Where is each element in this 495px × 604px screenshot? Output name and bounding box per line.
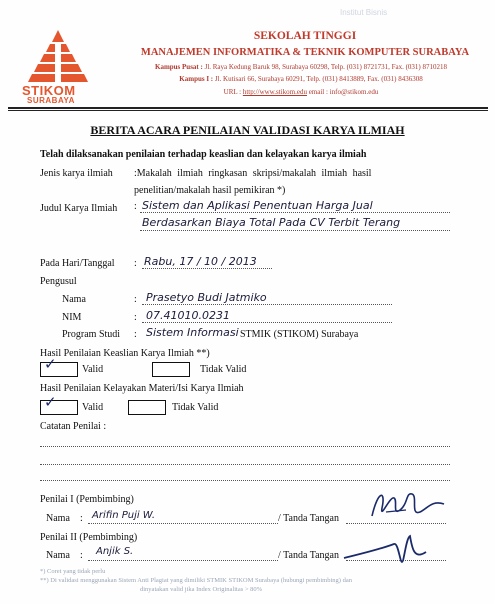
kelayakan-check-mark: ✓ [44, 393, 57, 411]
kelayakan-valid-label: Valid [82, 402, 104, 413]
judul-value-line2: Berdasarkan Biaya Total Pada CV Terbit Terang [142, 216, 401, 229]
address-url: URL : http://www.stikom.edu email : info@stikom.edu [223, 88, 379, 96]
header-rule [8, 107, 488, 109]
kelayakan-tidak-valid-checkbox[interactable] [128, 400, 166, 415]
logo-text-stikom: STIKOM [22, 83, 76, 98]
catatan-line-1[interactable] [40, 446, 450, 447]
nama-value: Prasetyo Budi Jatmiko [146, 291, 267, 304]
penilai2-nama-value: Anjik S. [96, 546, 134, 557]
nim-label: NIM [62, 312, 82, 323]
document-page: Institut Bisnis STIKOM SURABAYA SEKOLAH TINGGI MANAJEMEN INFORMATIKA & TEKNIK KOMPUTER SURABAYA Kampus Pusat : Jl. Raya Kedung Baruk 98, Surabaya 60298, Telp. (031) 8721731, Fax. (031) 8710218 Kampus I : Jl. Kutisari 66, Surabaya 60291, Telp. (031) 8413889, Fax. (031) 8436308 URL : http://www.stikom.edu email : info@stikom.edu BERITA ACARA PENILAIAN VALIDASI KARYA ILMIAH Telah dilaksanakan penilaian terhadap keaslian dan kelayakan karya ilmiah Jenis karya ilmiah :Makalah ilmiah ringkasan skripsi/makalah ilmiah hasil penelitian/makalah hasil pemikiran *) Judul Karya Ilmiah : Sistem dan Aplikasi Penentuan Harga Jual Berdasarkan Biaya Total Pada CV Terbit Terang Pada Hari/Tanggal : Rabu, 17 / 10 / 2013 Pengusul Nama : Prasetyo Budi Jatmiko NIM : 07.41010.0231 Program Studi : Sistem Informasi STMIK (STIKOM) Surabaya Hasil Penilaian Keaslian Karya Ilmiah **) ✓ Valid Tidak Valid Hasil Penilaian Kelayakan Materi/Isi Karya Ilmiah ✓ Valid Tidak Valid Catatan Penilai : Penilai I (Pembimbing) Nama : Arifin Puji W. / Tanda Tangan Penilai II (Pembimbing) Nama : Anjik S. / Tanda Tangan *) Coret yang tidak perlu **) Di validasi menggunakan Sistem Anti Plagiat yang dimiliki STMIK STIKOM Surabaya (hubungi pembimbing) dan dinyatakan valid jika Index Originalitas > 80% [0, 0, 495, 604]
penilai1-signature [366, 486, 450, 528]
nim-value: 07.41010.0231 [146, 309, 230, 322]
kelayakan-tidak-valid-label: Tidak Valid [172, 402, 219, 413]
document-title: BERITA ACARA PENILAIAN VALIDASI KARYA ILMIAH [90, 123, 405, 137]
keaslian-valid-label: Valid [82, 364, 104, 375]
jenis-value-line1: :Makalah ilmiah ringkasan skripsi/makalah ilmiah hasil [134, 168, 372, 179]
pengusul-label: Pengusul [40, 276, 77, 287]
intro-text: Telah dilaksanakan penilaian terhadap keaslian dan kelayakan karya ilmiah [40, 149, 367, 160]
prodi-suffix: STMIK (STIKOM) Surabaya [240, 329, 359, 340]
keaslian-label: Hasil Penilaian Keaslian Karya Ilmiah **) [40, 348, 210, 359]
penilai2-signature [340, 532, 430, 568]
tanggal-value: Rabu, 17 / 10 / 2013 [144, 255, 257, 268]
penilai1-label: Penilai I (Pembimbing) [40, 494, 134, 505]
logo-text-surabaya: SURABAYA [27, 96, 75, 105]
catatan-label: Catatan Penilai : [40, 421, 107, 432]
website-link[interactable]: http://www.stikom.edu [242, 88, 307, 96]
jenis-label: Jenis karya ilmiah [40, 168, 113, 179]
address-main: Kampus Pusat : Jl. Raya Kedung Baruk 98, Surabaya 60298, Telp. (031) 8721731, Fax. (031) 8710218 [155, 63, 447, 71]
address-campus-1: Kampus I : Jl. Kutisari 66, Surabaya 60291, Telp. (031) 8413889, Fax. (031) 8436308 [179, 75, 423, 83]
tanggal-label: Pada Hari/Tanggal [40, 258, 115, 269]
penilai2-label: Penilai II (Pembimbing) [40, 532, 138, 543]
header-rule-thin [8, 110, 488, 111]
prodi-value: Sistem Informasi [146, 326, 239, 339]
institution-subtitle: MANAJEMEN INFORMATIKA & TEKNIK KOMPUTER SURABAYA [140, 47, 470, 58]
penilai2-ttd-label: / Tanda Tangan [278, 550, 339, 561]
watermark-text: Institut Bisnis [340, 8, 388, 17]
penilai1-nama-label: Nama [46, 513, 70, 524]
footnote-3: dinyatakan valid jika Index Originalitas > 80% [140, 586, 263, 593]
judul-label: Judul Karya Ilmiah [40, 203, 118, 214]
keaslian-tidak-valid-checkbox[interactable] [152, 362, 190, 377]
nama-label: Nama [62, 294, 86, 305]
kelayakan-label: Hasil Penilaian Kelayakan Materi/Isi Karya Ilmiah [40, 383, 244, 394]
jenis-value-line2: penelitian/makalah hasil pemikiran *) [134, 185, 286, 196]
catatan-line-2[interactable] [40, 464, 450, 465]
penilai2-nama-label: Nama [46, 550, 70, 561]
institution-title: SEKOLAH TINGGI [253, 30, 357, 42]
catatan-line-3[interactable] [40, 480, 450, 481]
prodi-label: Program Studi [62, 329, 121, 340]
judul-value-line1: Sistem dan Aplikasi Penentuan Harga Jual [142, 199, 373, 212]
penilai1-ttd-label: / Tanda Tangan [278, 513, 339, 524]
penilai1-nama-value: Arifin Puji W. [92, 510, 156, 521]
keaslian-tidak-valid-label: Tidak Valid [200, 364, 247, 375]
footnote-1: *) Coret yang tidak perlu [40, 568, 106, 575]
footnote-2: **) Di validasi menggunakan Sistem Anti Plagiat yang dimiliki STMIK STIKOM Surabaya (hubungi pembimbing) dan [40, 577, 352, 584]
keaslian-check-mark: ✓ [44, 355, 57, 373]
